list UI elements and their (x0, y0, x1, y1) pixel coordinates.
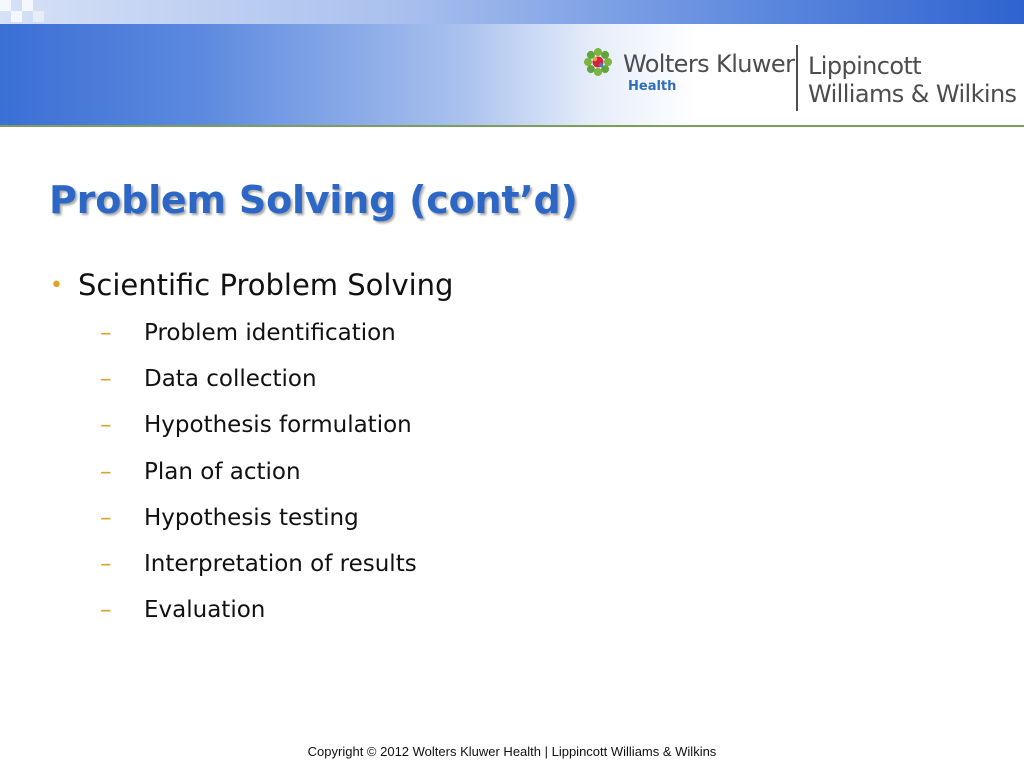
dash-bullet-icon: – (100, 366, 112, 393)
logo-divider (796, 45, 798, 111)
dash-bullet-icon: – (100, 504, 112, 531)
main-bullet (50, 266, 453, 308)
sub-bullet-text: Data collection (144, 366, 317, 393)
dash-bullet-icon: – (100, 550, 112, 577)
sub-bullet-text: Evaluation (144, 597, 266, 624)
copyright-footer: Copyright © 2012 Wolters Kluwer Health | Lippincott Williams & Wilkins (307, 744, 717, 759)
sub-bullet-text: Hypothesis formulation (144, 412, 412, 439)
sub-bullet-text: Problem identification (144, 320, 396, 346)
dash-bullet-icon: – (100, 412, 112, 439)
logo-company-name: Wolters Kluwer (623, 50, 795, 78)
sub-bullet-list (100, 317, 417, 640)
logo-imprint (808, 52, 1016, 108)
main-bullet-text: Scientific Problem Solving (77, 268, 454, 302)
dash-bullet-icon: – (100, 320, 112, 346)
sub-bullet-text: Plan of action (144, 458, 301, 485)
sub-bullet-text: Hypothesis testing (144, 504, 359, 531)
header-banner (0, 0, 1024, 127)
bullet-dot-icon: • (50, 273, 63, 298)
sub-bullet-text: Interpretation of results (144, 550, 417, 577)
sub-bullet-item (100, 409, 417, 455)
sub-bullet-item (100, 594, 417, 640)
sub-bullet-item (100, 363, 417, 409)
slide-title: Problem Solving (cont’d) (49, 178, 578, 222)
logo-imprint-line-1: Lippincott (808, 52, 922, 80)
sub-bullet-item (100, 502, 417, 548)
sub-bullet-item (100, 548, 417, 594)
decorative-squares (0, 0, 46, 24)
header-top-bar (0, 0, 1024, 24)
sub-bullet-item (100, 456, 417, 502)
logo-imprint-line-2: Williams & Wilkins (808, 80, 1017, 108)
dash-bullet-icon: – (100, 597, 112, 624)
wolters-kluwer-logo-icon (582, 46, 614, 78)
logo-division-name: Health (628, 79, 677, 94)
header-divider-rule (0, 125, 1024, 127)
sub-bullet-item (100, 317, 417, 363)
dash-bullet-icon: – (100, 458, 112, 485)
